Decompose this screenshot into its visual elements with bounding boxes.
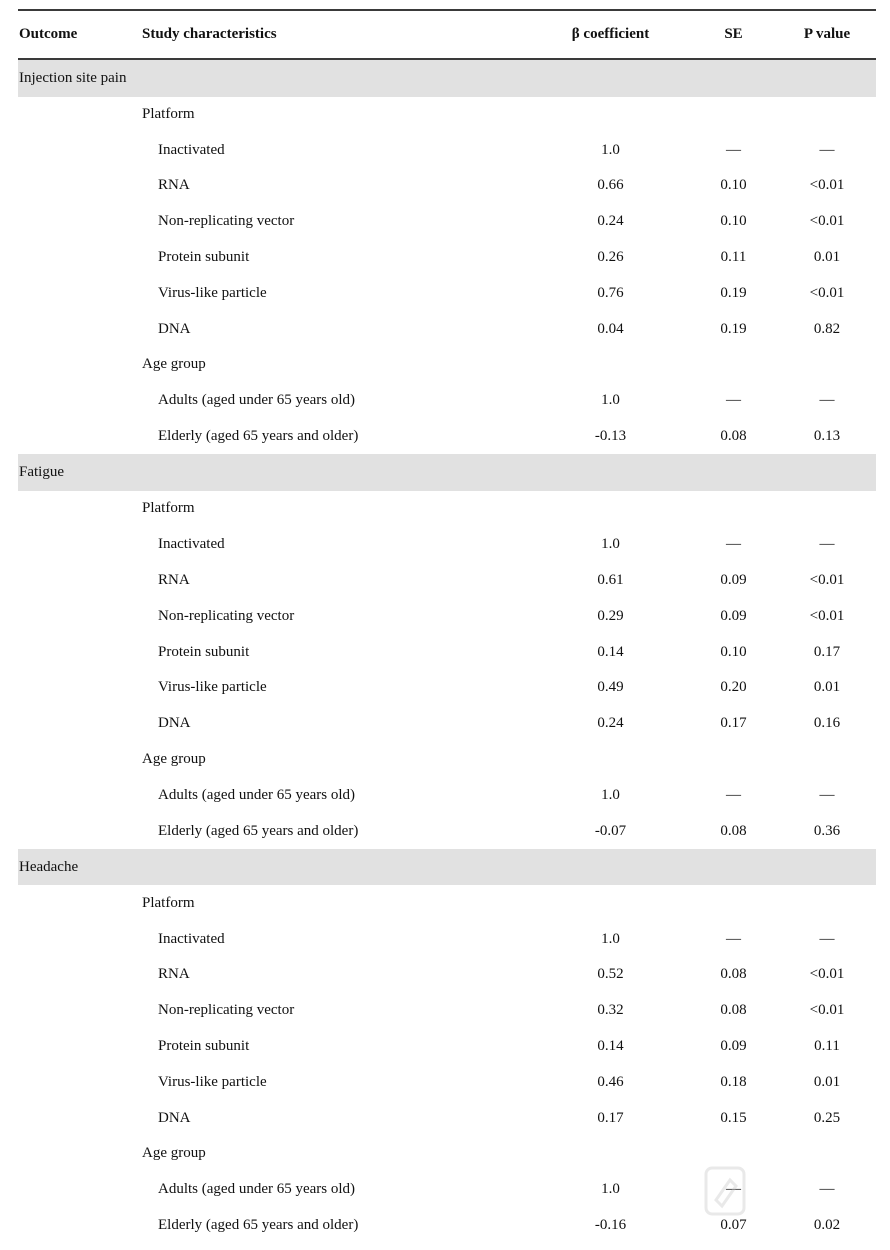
p-value: 0.13 <box>813 428 841 445</box>
p-value: — <box>819 930 835 947</box>
characteristic-group-row <box>18 742 876 778</box>
characteristic-level: Adults (aged under 65 years old) <box>158 786 356 803</box>
characteristic-level: Elderly (aged 65 years and older) <box>158 1217 359 1233</box>
se-value: 0.08 <box>720 1002 747 1019</box>
p-value: — <box>819 786 835 803</box>
characteristic-group-row <box>18 97 876 133</box>
se-value: — <box>726 1181 741 1198</box>
table-row <box>18 777 876 813</box>
characteristic-group-row <box>18 347 876 383</box>
p-value: <0.01 <box>809 177 845 194</box>
table-row <box>18 275 876 311</box>
p-value: <0.01 <box>809 966 845 983</box>
se-value: 0.10 <box>720 177 747 194</box>
beta-value: 0.14 <box>597 643 624 660</box>
characteristic-level: Virus-like particle <box>158 284 267 301</box>
se-value: 0.17 <box>720 715 747 732</box>
p-value: 0.02 <box>813 1217 841 1233</box>
se-value: 0.08 <box>720 822 747 839</box>
table-row <box>18 1029 876 1065</box>
se-value: 0.18 <box>720 1073 747 1090</box>
table-row <box>18 204 876 240</box>
characteristic-group-label: Age group <box>142 356 206 373</box>
p-value: — <box>819 392 835 409</box>
header-se: SE <box>724 26 743 42</box>
characteristic-level: Virus-like particle <box>158 1073 267 1090</box>
beta-value: 1.0 <box>601 1181 620 1198</box>
table-row <box>18 383 876 419</box>
characteristic-level: Inactivated <box>158 930 225 947</box>
characteristic-group-label: Platform <box>142 894 195 911</box>
characteristic-group-row <box>18 1136 876 1172</box>
characteristic-level: RNA <box>158 177 190 194</box>
table-row <box>18 1100 876 1136</box>
table-row <box>18 563 876 599</box>
se-value: 0.19 <box>720 320 747 337</box>
se-value: — <box>726 536 741 553</box>
beta-value: -0.16 <box>594 1217 627 1233</box>
p-value: 0.17 <box>813 643 841 660</box>
characteristic-group-label: Age group <box>142 750 206 767</box>
characteristic-level: RNA <box>158 966 190 983</box>
se-value: 0.09 <box>720 571 747 588</box>
beta-value: 1.0 <box>601 141 620 158</box>
header-outcome: Outcome <box>19 26 78 42</box>
characteristic-group-label: Platform <box>142 105 195 122</box>
characteristic-level: DNA <box>158 715 191 732</box>
characteristic-level: Protein subunit <box>158 643 250 660</box>
outcome-section-row <box>18 60 876 97</box>
header-beta-coefficient: β coefficient <box>571 26 650 42</box>
outcome-label: Injection site pain <box>19 69 127 86</box>
characteristic-level: DNA <box>158 1109 191 1126</box>
p-value: <0.01 <box>809 571 845 588</box>
p-value: <0.01 <box>809 284 845 301</box>
table-row <box>18 168 876 204</box>
characteristic-level: Non-replicating vector <box>158 213 295 230</box>
beta-value: 0.04 <box>597 320 624 337</box>
p-value: <0.01 <box>809 1002 845 1019</box>
beta-value: 1.0 <box>601 392 620 409</box>
table-row <box>18 921 876 957</box>
characteristic-level: DNA <box>158 320 191 337</box>
characteristic-level: Virus-like particle <box>158 679 267 696</box>
beta-value: 0.52 <box>597 966 624 983</box>
se-value: 0.10 <box>720 213 747 230</box>
characteristic-group-label: Age group <box>142 1145 206 1162</box>
table-body <box>18 60 876 1243</box>
se-value: 0.08 <box>720 966 747 983</box>
characteristic-level: Protein subunit <box>158 1038 250 1055</box>
characteristic-level: Inactivated <box>158 536 225 553</box>
characteristic-level: Elderly (aged 65 years and older) <box>158 428 359 445</box>
table-row <box>18 1172 876 1208</box>
p-value: 0.11 <box>814 1038 840 1055</box>
table-row <box>18 527 876 563</box>
beta-value: 1.0 <box>601 536 620 553</box>
table-header <box>18 11 876 60</box>
beta-value: 0.17 <box>597 1109 624 1126</box>
p-value: 0.25 <box>813 1109 841 1126</box>
table-row <box>18 706 876 742</box>
se-value: — <box>726 392 741 409</box>
se-value: 0.19 <box>720 284 747 301</box>
beta-value: 0.76 <box>597 284 624 301</box>
table-row <box>18 670 876 706</box>
se-value: 0.09 <box>720 1038 747 1055</box>
p-value: 0.01 <box>813 249 841 266</box>
se-value: 0.20 <box>720 679 747 696</box>
se-value: 0.09 <box>720 607 747 624</box>
se-value: 0.07 <box>720 1217 747 1233</box>
characteristic-level: Protein subunit <box>158 249 250 266</box>
characteristic-group-row <box>18 885 876 921</box>
beta-value: 0.14 <box>597 1038 624 1055</box>
p-value: 0.01 <box>813 1073 841 1090</box>
beta-value: 0.49 <box>597 679 624 696</box>
outcome-label: Headache <box>19 858 79 875</box>
beta-value: -0.13 <box>594 428 627 445</box>
table-row <box>18 957 876 993</box>
beta-value: 0.46 <box>597 1073 624 1090</box>
beta-value: 0.24 <box>597 715 624 732</box>
p-value: — <box>819 141 835 158</box>
beta-value: 0.61 <box>597 571 624 588</box>
table-row <box>18 1208 876 1244</box>
outcome-label: Fatigue <box>19 464 64 481</box>
characteristic-level: Inactivated <box>158 141 225 158</box>
table-row <box>18 1064 876 1100</box>
table-row <box>18 813 876 849</box>
header-study-characteristics: Study characteristics <box>142 26 277 42</box>
p-value: — <box>819 536 835 553</box>
p-value: 0.16 <box>813 715 841 732</box>
table-row <box>18 419 876 455</box>
characteristic-group-row <box>18 491 876 527</box>
table-row <box>18 598 876 634</box>
characteristic-level: Non-replicating vector <box>158 607 295 624</box>
beta-value: -0.07 <box>594 822 627 839</box>
se-value: 0.15 <box>720 1109 747 1126</box>
characteristic-level: Adults (aged under 65 years old) <box>158 392 356 409</box>
table-row <box>18 993 876 1029</box>
p-value: <0.01 <box>809 607 845 624</box>
characteristic-level: RNA <box>158 571 190 588</box>
characteristic-level: Elderly (aged 65 years and older) <box>158 822 359 839</box>
p-value: 0.01 <box>813 679 841 696</box>
p-value: 0.36 <box>813 822 841 839</box>
se-value: 0.10 <box>720 643 747 660</box>
se-value: 0.08 <box>720 428 747 445</box>
se-value: — <box>726 930 741 947</box>
p-value: — <box>819 1181 835 1198</box>
characteristic-level: Adults (aged under 65 years old) <box>158 1181 356 1198</box>
characteristic-group-label: Platform <box>142 500 195 517</box>
beta-value: 0.32 <box>597 1002 624 1019</box>
table-row <box>18 132 876 168</box>
table-row <box>18 311 876 347</box>
characteristic-level: Non-replicating vector <box>158 1002 295 1019</box>
beta-value: 1.0 <box>601 930 620 947</box>
beta-value: 1.0 <box>601 786 620 803</box>
table-row <box>18 240 876 276</box>
beta-value: 0.29 <box>597 607 624 624</box>
header-p-value: P value <box>803 26 851 42</box>
outcome-section-row <box>18 454 876 491</box>
se-value: — <box>726 786 741 803</box>
p-value: 0.82 <box>813 320 841 337</box>
regression-table <box>18 9 876 1243</box>
beta-value: 0.24 <box>597 213 624 230</box>
outcome-section-row <box>18 849 876 886</box>
beta-value: 0.26 <box>597 249 624 266</box>
se-value: 0.11 <box>720 249 747 266</box>
beta-value: 0.66 <box>597 177 624 194</box>
p-value: <0.01 <box>809 213 845 230</box>
se-value: — <box>726 141 741 158</box>
table-row <box>18 634 876 670</box>
